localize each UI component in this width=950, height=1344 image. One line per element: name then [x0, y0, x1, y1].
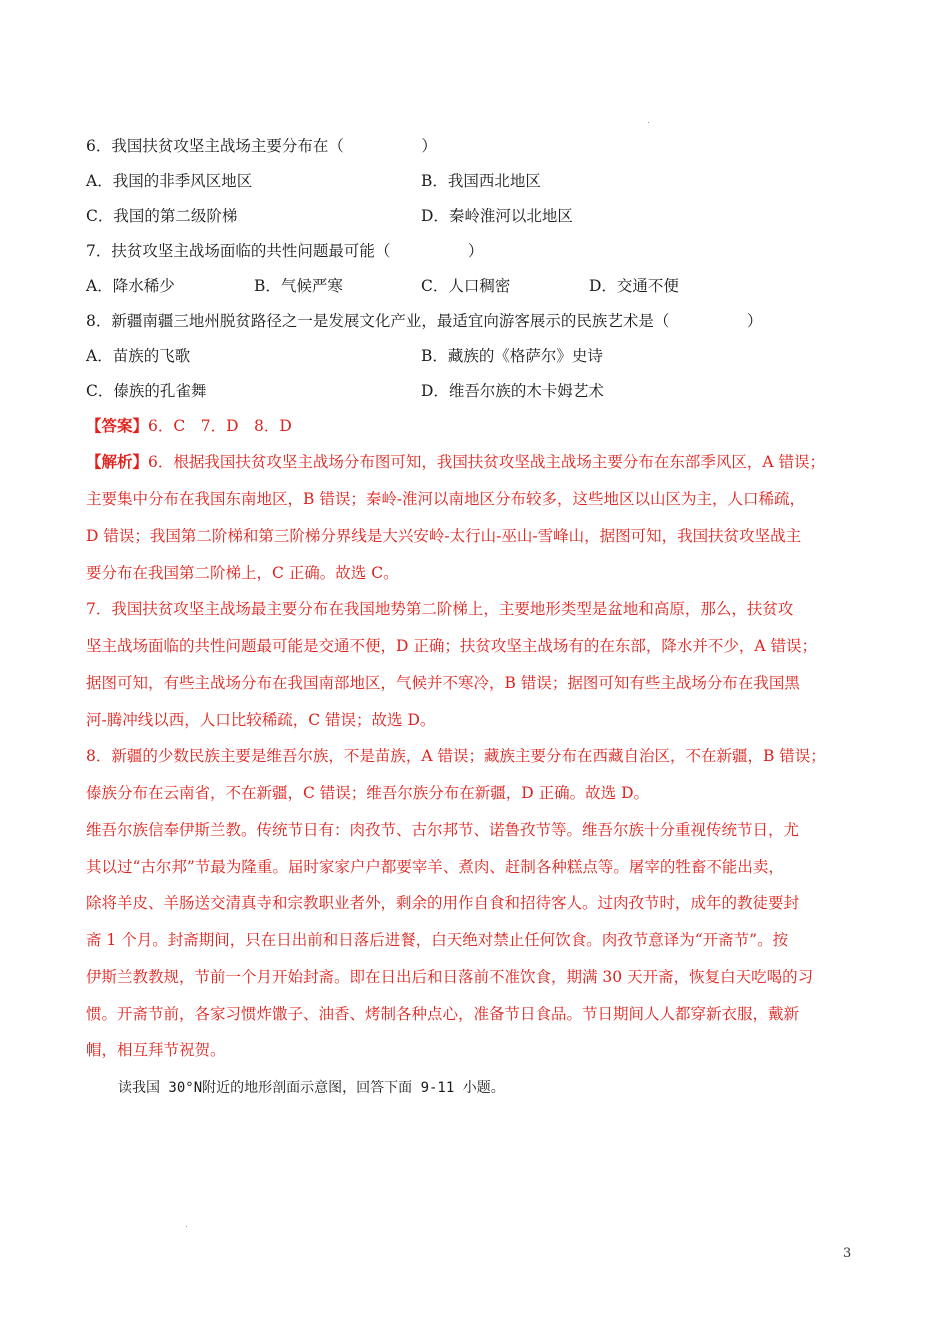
analysis-line-2: 主要集中分布在我国东南地区，B 错误；秦岭-淮河以南地区分布较多，这些地区以山区为主，人口稀疏， [86, 490, 806, 508]
analysis-line-7: 据图可知，有些主战场分布在我国南部地区，气候并不寒冷，B 错误；据图可知有些主战场分布在我国黑 [86, 674, 800, 692]
analysis-line-4: 要分布在我国第二阶梯上，C 正确。故选 C。 [86, 564, 399, 582]
analysis-line-17: 帽，相互拜节祝贺。 [86, 1041, 226, 1059]
answer-text: 6．C 7．D 8．D [148, 417, 292, 435]
question-6-option-d: D．秦岭淮河以北地区 [421, 207, 573, 225]
question-6-option-a: A．我国的非季风区地区 [86, 172, 253, 190]
answer-line [86, 416, 292, 436]
analysis-line-11: 维吾尔族信奉伊斯兰教。传统节日有：肉孜节、古尔邦节、诺鲁孜节等。维吾尔族十分重视传统节日，尤 [86, 821, 800, 839]
question-8-option-d: D．维吾尔族的木卡姆艺术 [421, 382, 604, 400]
question-7-stem: 7．扶贫攻坚主战场面临的共性问题最可能（ ） [86, 242, 484, 260]
analysis-line-14: 斋 1 个月。封斋期间，只在日出前和日落后进餐，白天绝对禁止任何饮食。肉孜节意译为“开斋节”。按 [86, 931, 789, 949]
question-7-option-d: D．交通不便 [589, 277, 679, 295]
question-8-option-b: B．藏族的《格萨尔》史诗 [421, 347, 603, 365]
answer-label: 【答案】 [86, 416, 149, 435]
analysis-line-6: 坚主战场面临的共性问题最可能是交通不便，D 正确；扶贫攻坚主战场有的在东部，降水并不少，A 错误； [86, 637, 817, 655]
analysis-line-13: 除将羊皮、羊肠送交清真寺和宗教职业者外，剩余的用作自食和招待客人。过肉孜节时，成年的教徒要封 [86, 894, 800, 912]
page-number: 3 [843, 1246, 852, 1261]
analysis-line-12: 其以过“古尔邦”节最为隆重。届时家家户户都要宰羊、煮肉、赶制各种糕点等。屠宰的牲畜不能出卖， [86, 858, 784, 876]
next-questions-intro: 读我国 30°N附近的地形剖面示意图，回答下面 9-11 小题。 [118, 1080, 505, 1096]
question-7-option-a: A．降水稀少 [86, 277, 175, 295]
analysis-text-1: 6．根据我国扶贫攻坚主战场分布图可知，我国扶贫攻坚战主战场主要分布在东部季风区，A 错误； [148, 453, 826, 471]
analysis-line-9: 8．新疆的少数民族主要是维吾尔族，不是苗族，A 错误；藏族主要分布在西藏自治区，不在新疆，B 错误； [86, 747, 826, 765]
scan-mark [648, 122, 649, 123]
analysis-line-3: D 错误；我国第二阶梯和第三阶梯分界线是大兴安岭-太行山-巫山-雪峰山，据图可知，我国扶贫攻坚战主 [86, 527, 802, 545]
analysis-line-10: 傣族分布在云南省，不在新疆，C 错误；维吾尔族分布在新疆，D 正确。故选 D。 [86, 784, 649, 802]
analysis-label: 【解析】 [86, 452, 149, 471]
question-8-option-c: C．傣族的孔雀舞 [86, 382, 207, 400]
scan-mark-bottom [186, 1226, 187, 1227]
question-8-stem: 8．新疆南疆三地州脱贫路径之一是发展文化产业，最适宜向游客展示的民族艺术是（ ） [86, 312, 763, 330]
question-7-option-b: B．气候严寒 [254, 277, 343, 295]
analysis-line-5: 7．我国扶贫攻坚主战场最主要分布在我国地势第二阶梯上，主要地形类型是盆地和高原，那么，扶贫攻 [86, 600, 794, 618]
question-7-option-c: C．人口稠密 [421, 277, 511, 295]
question-6-stem: 6．我国扶贫攻坚主战场主要分布在（ ） [86, 137, 437, 155]
question-6-option-c: C．我国的第二级阶梯 [86, 207, 238, 225]
analysis-line-1 [86, 452, 825, 472]
analysis-line-15: 伊斯兰教教规，节前一个月开始封斋。即在日出后和日落前不准饮食，期满 30 天开斋，恢复白天吃喝的习 [86, 968, 814, 986]
question-6-option-b: B．我国西北地区 [421, 172, 541, 190]
analysis-line-16: 惯。开斋节前，各家习惯炸馓子、油香、烤制各种点心，准备节日食品。节日期间人人都穿新衣服，戴新 [86, 1005, 800, 1023]
analysis-line-8: 河-腾冲线以西，人口比较稀疏，C 错误；故选 D。 [86, 711, 436, 729]
question-8-option-a: A．苗族的飞歌 [86, 347, 191, 365]
